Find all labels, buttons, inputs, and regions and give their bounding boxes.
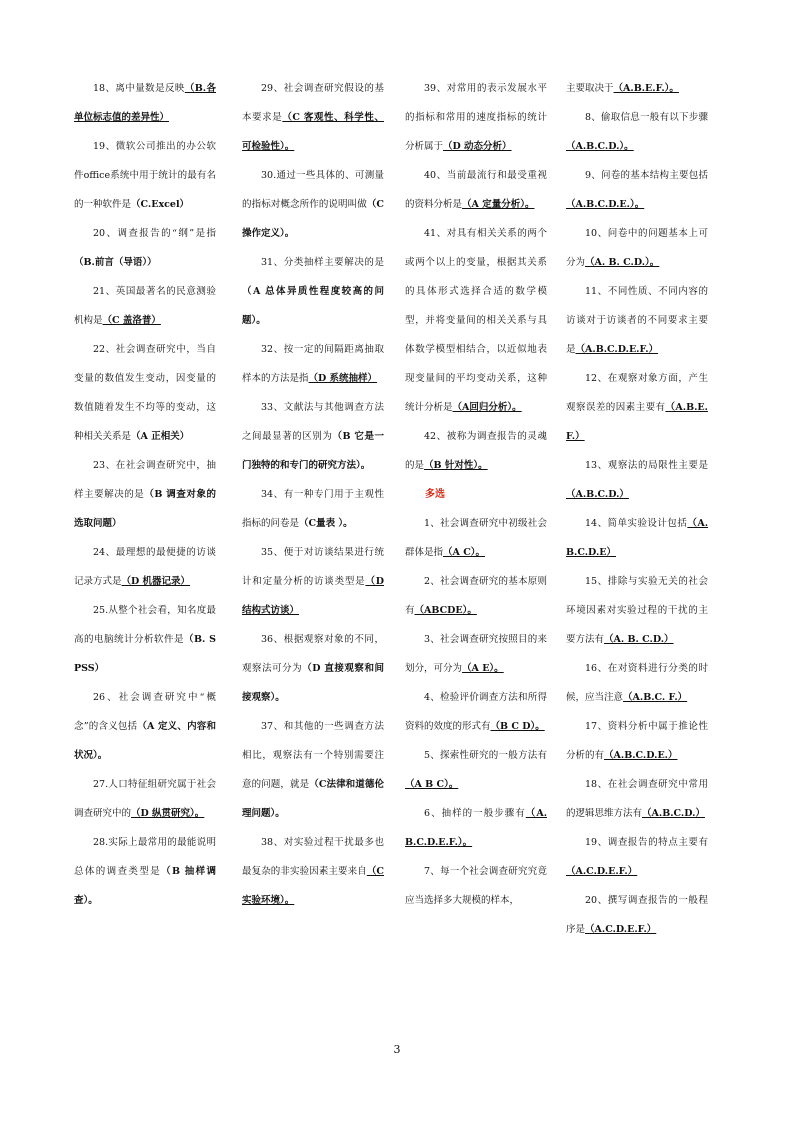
question-item [405, 509, 547, 567]
answer-text: （B 针对性）。 [424, 460, 488, 471]
question-text: 22、社会调查研究中，当自变量的数值发生变动，因变量的数值随着发生不均等的变动，这种相关关系是 [74, 344, 216, 442]
question-item [74, 596, 216, 683]
question-item [405, 219, 547, 422]
question-text: 37、和其他的一些调查方法相比，观察法有一个特别需要注意的问题，就是 [242, 721, 384, 790]
question-text: 11、不同性质、不同内容的访谈对于访谈者的不同要求主要是 [566, 286, 708, 355]
question-item [405, 799, 547, 857]
question-text: 39、对常用的表示发展水平的指标和常用的速度指标的统计分析属于 [405, 83, 547, 152]
question-text: 35、便于对访谈结果进行统计和定量分析的访谈类型是 [242, 547, 384, 587]
question-item [74, 277, 216, 335]
question-item [242, 335, 384, 393]
page-number: 3 [393, 1043, 401, 1056]
question-text: 19、调查报告的特点主要有 [585, 837, 708, 848]
answer-text: （D 纵贯研究）。 [131, 808, 205, 819]
question-text: 18、离中量数是反映 [93, 83, 185, 94]
question-text: 28.实际上最常用的最能说明总体的调查类型是 [74, 837, 216, 877]
question-item [74, 538, 216, 596]
answer-text: （B C D）。 [490, 721, 545, 732]
column-2 [242, 74, 384, 915]
question-text: 36、根据观察对象的不同，观察法可分为 [242, 634, 384, 674]
answer-text: （A.C.D.E.F.） [566, 866, 638, 877]
question-text: 14、简单实验设计包括 [585, 518, 688, 529]
question-item [74, 770, 216, 828]
answer-text: （A.C.D.E.F.） [585, 924, 657, 935]
question-item [566, 74, 708, 103]
question-text: 13、观察法的局限性主要是 [585, 460, 708, 471]
answer-text: （A.B.C.D.E.）。 [566, 199, 645, 210]
question-item [566, 567, 708, 654]
question-item [405, 625, 547, 683]
answer-text: （C 实验环境）。 [242, 866, 384, 906]
question-item [405, 161, 547, 219]
answer-text: （C 操作定义）。 [242, 199, 384, 239]
question-text: 38、对实验过程干扰最多也最复杂的非实验因素主要来自 [242, 837, 384, 877]
question-item [74, 335, 216, 451]
question-text: 33、文献法与其他调查方法之间最显著的区别为 [242, 402, 384, 442]
question-item [566, 364, 708, 451]
question-text: 20、调查报告的“纲”是指 [93, 228, 216, 239]
question-text: 4、检验评价调查方法和所得资料的效度的形式有 [405, 692, 547, 732]
answer-text: （A 定义、内容和状况）。 [74, 721, 216, 761]
answer-text: （B 调查对象的选取问题） [74, 489, 216, 529]
answer-text: （A.B.E.F.） [566, 402, 708, 442]
question-text: 6、抽样的一般步骤有 [424, 808, 526, 819]
question-text: 1、社会调查研究中初级社会群体是指 [405, 518, 547, 558]
answer-text: （B.前言（导语）） [74, 257, 157, 268]
answer-text: （A. B. C.D.） [604, 634, 674, 645]
question-text: 31、分类抽样主要解决的是 [261, 257, 384, 268]
question-item [74, 74, 216, 132]
answer-text: （A.B.C.D.E.F.）。 [405, 808, 547, 848]
question-text: 24、最理想的最便捷的访谈记录方式是 [74, 547, 216, 587]
question-item [242, 161, 384, 248]
question-item [242, 828, 384, 915]
question-item [242, 712, 384, 828]
answer-text: （D 结构式访谈） [242, 576, 384, 616]
answer-text: （ABCDE）。 [414, 605, 477, 616]
question-item [405, 741, 547, 799]
answer-text: （A.B.E.F.）。 [613, 83, 679, 94]
question-item [242, 393, 384, 480]
question-item [74, 683, 216, 770]
document-page [74, 74, 724, 1049]
answer-text: （A 总体异质性程度较高的问题）。 [242, 286, 384, 326]
section-title-multi: 多选 [425, 489, 445, 500]
question-text: 32、按一定的间隔距离抽取样本的方法是指 [242, 344, 384, 384]
question-text: 27.人口特征组研究属于社会调查研究中的 [74, 779, 216, 819]
question-text: 19、微软公司推出的办公软件office系统中用于统计的最有名的一种软件是 [74, 141, 216, 210]
answer-text: （B.各单位标志值的差异性） [74, 83, 216, 123]
answer-text: （B 它是一门独特的和专门的研究方法）。 [242, 431, 384, 471]
question-item [242, 248, 384, 335]
answer-text: （A C）。 [443, 547, 486, 558]
question-item [566, 509, 708, 567]
answer-text: （A.B.C.D.E） [566, 518, 708, 558]
question-text: 10、问卷中的问题基本上可分为 [566, 228, 708, 268]
question-item [242, 74, 384, 161]
answer-text: （D 动态分析） [443, 141, 512, 152]
question-item [405, 567, 547, 625]
question-item [74, 451, 216, 538]
answer-text: （B. SPSS） [74, 634, 216, 674]
answer-text: （C.Excel） [131, 199, 190, 210]
answer-text: （A 定量分析）。 [462, 199, 535, 210]
answer-text: （A.B.C. F.） [623, 692, 688, 703]
answer-text: （A.B.C.D.E.） [604, 750, 678, 761]
question-text: 21、英国最著名的民意测验机构是 [74, 286, 216, 326]
question-text: 8、偷取信息一般有以下步骤 [585, 112, 708, 123]
answer-text: （A.B.C.D.E.F.） [575, 344, 659, 355]
question-text: 18、在社会调查研究中常用的逻辑思维方法有 [566, 779, 708, 819]
question-item [566, 654, 708, 712]
question-item [566, 770, 708, 828]
question-item [566, 219, 708, 277]
question-text: 40、当前最流行和最受重视的资料分析是 [405, 170, 547, 210]
question-item [405, 74, 547, 161]
question-item [566, 828, 708, 886]
question-text: 16、在对资料进行分类的时候，应当注意 [566, 663, 708, 703]
question-text: 17、资料分析中属于推论性分析的有 [566, 721, 708, 761]
answer-text: （A.B.C.D.）。 [566, 141, 634, 152]
question-text: 7、每一个社会调查研究究竟应当选择多大规模的样本， [405, 866, 547, 906]
question-text: 23、在社会调查研究中，抽样主要解决的是 [74, 460, 216, 500]
question-text: 15、排除与实验无关的社会环境因素对实验过程的干扰的主要方法有 [566, 576, 708, 645]
column-3 [405, 74, 547, 915]
answer-text: （A回归分析）。 [452, 402, 522, 413]
question-item [566, 451, 708, 509]
question-item [566, 712, 708, 770]
answer-text: （A 正相关） [131, 431, 190, 442]
question-item [566, 277, 708, 364]
answer-text: （A.B.C.D.） [642, 808, 705, 819]
question-text: 主要取决于 [566, 83, 614, 94]
question-text: 41、对具有相关关系的两个或两个以上的变量，根据其关系的具体形式选择合适的数学模型，并将变量间的相关关系与具体数学模型相结合，以近似地表现变量间的平均变动关系，这种统计分析是 [405, 228, 547, 413]
question-item [242, 538, 384, 625]
answer-text: （D 系统抽样） [308, 373, 378, 384]
question-text: 12、在观察对象方面，产生观察误差的因素主要有 [566, 373, 708, 413]
question-text: 42、被称为调查报告的灵魂的是 [405, 431, 547, 471]
question-text: 2、社会调查研究的基本原则有 [405, 576, 547, 616]
question-item [566, 103, 708, 161]
question-item [242, 480, 384, 538]
question-item [566, 886, 708, 944]
question-text: 3、社会调查研究按照目的来划分，可分为 [405, 634, 547, 674]
answer-text: （C法律和道德伦理问题）。 [242, 779, 384, 819]
question-item [74, 219, 216, 277]
question-text: 9、问卷的基本结构主要包括 [585, 170, 708, 181]
answer-text: （A B C）。 [405, 779, 459, 790]
answer-text: （D 机器记录） [121, 576, 191, 587]
answer-text: （A. B. C.D.）。 [585, 257, 660, 268]
question-text: 30.通过一些具体的、可测量的指标对概念所作的说明叫做 [242, 170, 384, 210]
question-text: 25.从整个社会看，知名度最高的电脑统计分析软件是 [74, 605, 216, 645]
question-item [405, 683, 547, 741]
column-1 [74, 74, 216, 915]
answer-text: （B 抽样调查）。 [74, 866, 216, 906]
answer-text: （A E）。 [462, 663, 504, 674]
answer-text: （D 直接观察和间接观察）。 [242, 663, 384, 703]
answer-text: （C 客观性、科学性、可检验性）。 [242, 112, 384, 152]
question-text: 34、有一种专门用于主观性指标的问卷是 [242, 489, 384, 529]
answer-text: （A.B.C.D.） [566, 489, 629, 500]
question-item [242, 625, 384, 712]
question-item [74, 132, 216, 219]
question-item [405, 422, 547, 480]
question-text: 26、社会调查研究中“概念”的含义包括 [74, 692, 216, 732]
question-item [566, 161, 708, 219]
question-text: 20、撰写调查报告的一般程序是 [566, 895, 708, 935]
answer-text: （C 盖洛普） [102, 315, 161, 326]
question-text: 29、社会调查研究假设的基本要求是 [242, 83, 384, 123]
answer-text: （C量表 ）。 [299, 518, 353, 529]
column-4 [566, 74, 708, 944]
question-text: 5、探索性研究的一般方法有 [424, 750, 547, 761]
question-item [74, 828, 216, 915]
question-item [405, 857, 547, 915]
